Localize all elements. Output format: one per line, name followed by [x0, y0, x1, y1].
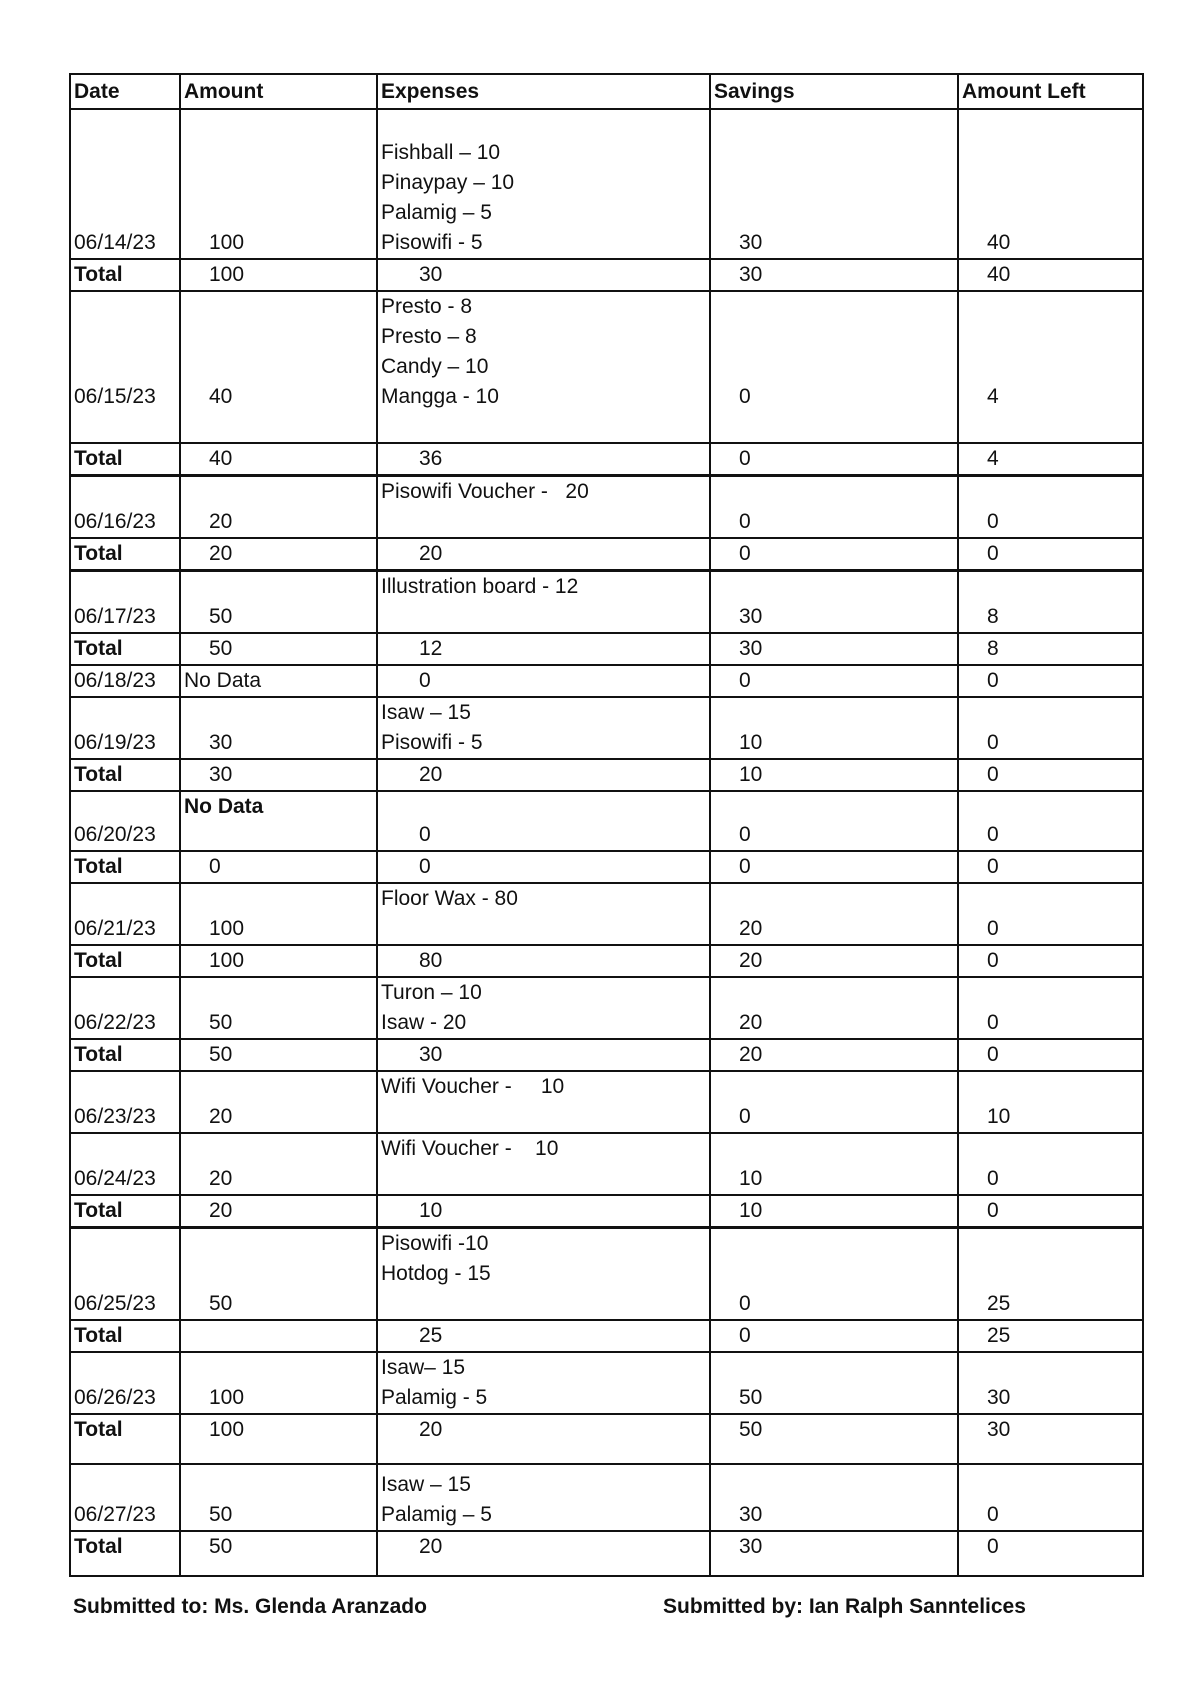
total-row: [70, 945, 1143, 977]
amount-cell: 100: [180, 883, 377, 945]
date-cell: 06/20/23: [70, 791, 180, 851]
savings-cell: 0: [710, 476, 958, 539]
amount-cell: 100: [180, 1352, 377, 1414]
expense-item: Wifi Voucher - 10: [381, 1137, 559, 1160]
savings-cell: 30: [710, 259, 958, 291]
expenses-cell: [377, 883, 710, 945]
date-cell: Total: [70, 851, 180, 883]
savings-cell: 0: [710, 1320, 958, 1352]
expenses-cell: [377, 259, 710, 291]
expense-item: 20: [419, 1535, 443, 1558]
total-row: [70, 1320, 1143, 1352]
amount-cell: 100: [180, 109, 377, 259]
amount-cell: 50: [180, 1228, 377, 1321]
table-row: [70, 291, 1143, 443]
ledger-body: [70, 109, 1143, 1576]
expenses-cell: [377, 538, 710, 571]
expense-item: Isaw– 15: [381, 1356, 466, 1379]
amount-left-cell: 25: [958, 1320, 1143, 1352]
expenses-cell: [377, 1039, 710, 1071]
savings-cell: 0: [710, 1071, 958, 1133]
amount-left-cell: 0: [958, 977, 1143, 1039]
savings-cell: 0: [710, 291, 958, 443]
amount-left-cell: 4: [958, 443, 1143, 476]
amount-left-cell: 30: [958, 1352, 1143, 1414]
amount-left-cell: 0: [958, 791, 1143, 851]
savings-cell: 20: [710, 1039, 958, 1071]
amount-cell: 50: [180, 571, 377, 634]
savings-cell: 50: [710, 1414, 958, 1464]
date-cell: 06/19/23: [70, 697, 180, 759]
savings-cell: 50: [710, 1352, 958, 1414]
date-cell: 06/16/23: [70, 476, 180, 539]
expense-item: [381, 1102, 706, 1132]
expense-item: Floor Wax - 80: [381, 887, 518, 910]
date-cell: 06/17/23: [70, 571, 180, 634]
amount-left-cell: 0: [958, 665, 1143, 697]
amount-left-cell: 0: [958, 945, 1143, 977]
expenses-cell: [377, 1464, 710, 1531]
expense-item: 10: [419, 1199, 443, 1222]
expense-item: Candy – 10: [381, 355, 489, 378]
savings-cell: 0: [710, 791, 958, 851]
table-row: [70, 977, 1143, 1039]
expense-item: 0: [419, 669, 431, 692]
amount-cell: 20: [180, 476, 377, 539]
expense-item: 0: [419, 823, 431, 846]
savings-cell: 30: [710, 633, 958, 665]
expense-item: 36: [419, 447, 443, 470]
amount-left-cell: 0: [958, 851, 1143, 883]
expense-item: 20: [419, 763, 443, 786]
amount-cell: 40: [180, 443, 377, 476]
table-row: [70, 791, 1143, 851]
table-row: [70, 109, 1143, 259]
date-cell: 06/27/23: [70, 1464, 180, 1531]
expenses-cell: [377, 945, 710, 977]
table-row: [70, 476, 1143, 539]
expense-item: Presto – 8: [381, 325, 477, 348]
savings-cell: 0: [710, 665, 958, 697]
table-row: [70, 1464, 1143, 1531]
date-cell: Total: [70, 945, 180, 977]
expense-item: [381, 1289, 706, 1319]
amount-cell: 50: [180, 977, 377, 1039]
expense-item: Isaw – 15: [381, 1473, 471, 1496]
amount-cell: 30: [180, 759, 377, 791]
date-cell: 06/23/23: [70, 1071, 180, 1133]
expenses-cell: [377, 1195, 710, 1228]
expense-item: Presto - 8: [381, 295, 473, 318]
table-row: [70, 1133, 1143, 1195]
amount-cell: 40: [180, 291, 377, 443]
expense-item: Isaw - 20: [381, 1011, 467, 1034]
expenses-cell: [377, 1414, 710, 1464]
expense-item: Pisowifi - 5: [381, 231, 483, 254]
expenses-cell: [377, 791, 710, 851]
date-cell: 06/21/23: [70, 883, 180, 945]
amount-cell: 100: [180, 259, 377, 291]
expenses-cell: [377, 291, 710, 443]
savings-cell: 10: [710, 697, 958, 759]
date-cell: Total: [70, 1039, 180, 1071]
expenses-cell: [377, 759, 710, 791]
total-row: [70, 538, 1143, 571]
amount-left-cell: 4: [958, 291, 1143, 443]
header-amount: Amount: [180, 74, 377, 109]
amount-left-cell: 30: [958, 1414, 1143, 1464]
table-row: [70, 1228, 1143, 1321]
header-expenses: Expenses: [377, 74, 710, 109]
expense-item: Pisowifi Voucher - 20: [381, 480, 589, 503]
expenses-cell: [377, 571, 710, 634]
savings-cell: 20: [710, 883, 958, 945]
savings-cell: 30: [710, 109, 958, 259]
expense-item: Turon – 10: [381, 981, 482, 1004]
expense-item: 25: [419, 1324, 443, 1347]
date-cell: 06/24/23: [70, 1133, 180, 1195]
date-cell: 06/26/23: [70, 1352, 180, 1414]
total-row: [70, 259, 1143, 291]
amount-cell: 20: [180, 1195, 377, 1228]
total-row: [70, 851, 1143, 883]
savings-cell: 30: [710, 571, 958, 634]
expense-item: 12: [419, 637, 443, 660]
amount-cell: 20: [180, 1071, 377, 1133]
amount-left-cell: 40: [958, 259, 1143, 291]
expense-item: Pisowifi -10: [381, 1232, 489, 1255]
amount-left-cell: 0: [958, 1531, 1143, 1576]
amount-cell: 100: [180, 1414, 377, 1464]
amount-cell: 0: [180, 851, 377, 883]
expenses-cell: [377, 977, 710, 1039]
expense-item: Palamig - 5: [381, 1386, 488, 1409]
date-cell: Total: [70, 1320, 180, 1352]
expense-item: 30: [419, 1043, 443, 1066]
amount-left-cell: 0: [958, 538, 1143, 571]
amount-left-cell: 8: [958, 571, 1143, 634]
expense-item: 80: [419, 949, 443, 972]
expenses-cell: [377, 665, 710, 697]
date-cell: Total: [70, 538, 180, 571]
header-amount-left: Amount Left: [958, 74, 1143, 109]
expense-item: Hotdog - 15: [381, 1262, 491, 1285]
savings-cell: 0: [710, 443, 958, 476]
expense-item: [381, 602, 706, 632]
amount-cell: 20: [180, 538, 377, 571]
savings-cell: 30: [710, 1531, 958, 1576]
expense-item: 20: [419, 542, 443, 565]
amount-cell: No Data: [180, 665, 377, 697]
expenses-cell: [377, 1531, 710, 1576]
expense-item: Pisowifi - 5: [381, 731, 483, 754]
header-date: Date: [70, 74, 180, 109]
expense-item: Fishball – 10: [381, 141, 501, 164]
expense-item: Mangga - 10: [381, 385, 499, 408]
table-row: [70, 697, 1143, 759]
amount-left-cell: 40: [958, 109, 1143, 259]
expense-item: Illustration board - 12: [381, 575, 579, 598]
table-row: [70, 883, 1143, 945]
amount-left-cell: 0: [958, 1464, 1143, 1531]
date-cell: 06/15/23: [70, 291, 180, 443]
total-row: [70, 443, 1143, 476]
savings-cell: 0: [710, 538, 958, 571]
savings-cell: 0: [710, 1228, 958, 1321]
header-savings: Savings: [710, 74, 958, 109]
date-cell: Total: [70, 1414, 180, 1464]
amount-left-cell: 0: [958, 1133, 1143, 1195]
total-row: [70, 633, 1143, 665]
total-row: [70, 1531, 1143, 1576]
expense-item: 30: [419, 263, 443, 286]
date-cell: Total: [70, 759, 180, 791]
table-row: [70, 665, 1143, 697]
expense-item: [381, 1164, 706, 1194]
date-cell: Total: [70, 259, 180, 291]
expense-item: [381, 507, 706, 537]
amount-cell: 50: [180, 633, 377, 665]
amount-cell: 100: [180, 945, 377, 977]
savings-cell: 10: [710, 759, 958, 791]
savings-cell: 10: [710, 1195, 958, 1228]
date-cell: Total: [70, 1531, 180, 1576]
expenses-cell: [377, 476, 710, 539]
expenses-cell: [377, 1228, 710, 1321]
date-cell: Total: [70, 1195, 180, 1228]
amount-cell: No Data: [180, 791, 377, 851]
savings-cell: 0: [710, 851, 958, 883]
expense-item: 20: [419, 1418, 443, 1441]
expense-item: 0: [419, 855, 431, 878]
amount-cell: 50: [180, 1039, 377, 1071]
expenses-cell: [377, 697, 710, 759]
amount-left-cell: 10: [958, 1071, 1143, 1133]
total-row: [70, 1039, 1143, 1071]
table-row: [70, 1071, 1143, 1133]
total-row: [70, 1414, 1143, 1464]
total-row: [70, 759, 1143, 791]
expense-item: Pinaypay – 10: [381, 171, 515, 194]
expenses-cell: [377, 1320, 710, 1352]
amount-cell: 50: [180, 1464, 377, 1531]
expenses-cell: [377, 1352, 710, 1414]
savings-cell: 20: [710, 977, 958, 1039]
amount-left-cell: 0: [958, 1039, 1143, 1071]
date-cell: 06/18/23: [70, 665, 180, 697]
submitted-to: Submitted to: Ms. Glenda Aranzado: [73, 1595, 427, 1618]
date-cell: Total: [70, 443, 180, 476]
amount-left-cell: 8: [958, 633, 1143, 665]
expenses-cell: [377, 109, 710, 259]
amount-left-cell: 0: [958, 1195, 1143, 1228]
amount-cell: 20: [180, 1133, 377, 1195]
total-row: [70, 1195, 1143, 1228]
amount-left-cell: 0: [958, 697, 1143, 759]
header-row: [70, 74, 1143, 109]
amount-cell: 50: [180, 1531, 377, 1576]
expense-item: [381, 914, 706, 944]
expenses-cell: [377, 633, 710, 665]
expense-item: Wifi Voucher - 10: [381, 1075, 565, 1098]
expense-item: Palamig – 5: [381, 1503, 492, 1526]
date-cell: 06/22/23: [70, 977, 180, 1039]
submitted-by: Submitted by: Ian Ralph Sanntelices: [663, 1595, 1026, 1618]
amount-left-cell: 0: [958, 476, 1143, 539]
amount-left-cell: 25: [958, 1228, 1143, 1321]
table-row: [70, 1352, 1143, 1414]
savings-cell: 10: [710, 1133, 958, 1195]
amount-left-cell: 0: [958, 883, 1143, 945]
savings-cell: 30: [710, 1464, 958, 1531]
expense-item: Isaw – 15: [381, 701, 471, 724]
expense-item: Palamig – 5: [381, 201, 492, 224]
amount-cell: [180, 1320, 377, 1352]
date-cell: 06/14/23: [70, 109, 180, 259]
expenses-cell: [377, 1133, 710, 1195]
table-row: [70, 571, 1143, 634]
expenses-cell: [377, 443, 710, 476]
allowance-ledger-table: [69, 73, 1144, 1577]
amount-cell: 30: [180, 697, 377, 759]
expenses-cell: [377, 851, 710, 883]
expenses-cell: [377, 1071, 710, 1133]
amount-left-cell: 0: [958, 759, 1143, 791]
date-cell: Total: [70, 633, 180, 665]
date-cell: 06/25/23: [70, 1228, 180, 1321]
savings-cell: 20: [710, 945, 958, 977]
